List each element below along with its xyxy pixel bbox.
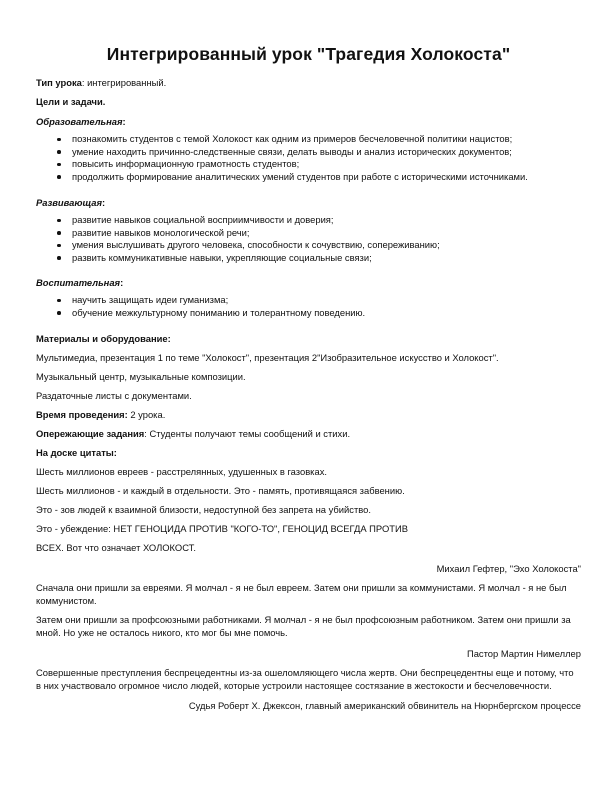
bullet-icon [57,163,61,167]
quote-paragraph: Сначала они пришли за евреями. Я молчал - я не был евреем. Затем они пришли за коммунистами. Я молчал - я не был коммунистом. [36,582,567,606]
developing-heading-text: Развивающая [36,197,103,208]
list-item [36,307,581,320]
board-heading: На доске цитаты: [36,447,117,458]
page-title: Интегрированный урок "Трагедия Холокоста" [106,44,511,64]
list-item-text: развитие навыков монологической речи; [72,226,250,238]
materials-line: Мультимедиа, презентация 1 по теме "Холокост", презентация 2"Изобразительное искусство и Холокост". [36,352,499,363]
bullet-icon [57,231,61,235]
bullet-icon [57,256,61,260]
developing-heading [36,196,581,209]
developing-heading-colon: : [102,197,106,208]
quote-line: Шесть миллионов евреев - расстрелянных, удушенных в газовках. [36,466,327,477]
list-item [36,158,581,171]
bullet-icon [57,311,61,315]
advance-task-label: Опережающие задания [36,428,145,439]
lesson-type [36,76,581,89]
lesson-type-value: : интегрированный. [81,77,167,88]
educational-heading-colon: : [122,116,126,127]
educational-heading [36,115,581,128]
quote-author: Михаил Гефтер, "Эхо Холокоста" [436,563,581,574]
list-item-text: повысить информационную грамотность студентов; [72,158,300,169]
duration [36,408,581,421]
duration-label: Время проведения: [36,409,128,420]
list-item-text: умение находить причинно-следственные связи, делать выводы и анализ исторических документов; [72,145,512,157]
list-item-text: обучение межкультурному пониманию и толерантному поведению. [72,306,366,318]
quote-line: ВСЕХ. Вот что означает ХОЛОКОСТ. [36,542,196,553]
materials-line: Музыкальный центр, музыкальные композиции. [36,371,246,382]
materials-heading: Материалы и оборудование: [36,333,171,344]
upbringing-heading-text: Воспитательная [36,277,121,288]
educational-heading-text: Образовательная [36,116,123,127]
developing-list [36,214,581,264]
lesson-type-label: Тип урока [36,77,82,88]
quote-line: Шесть миллионов - и каждый в отдельности. Это - память, противящаяся забвению. [36,485,405,496]
quote-author: Судья Роберт Х. Джексон, главный американский обвинитель на Нюрнбергском процессе [188,700,581,711]
list-item [36,252,581,265]
duration-value: 2 урока. [127,409,166,420]
quote-paragraph: Затем они пришли за профсоюзными работниками. Я молчал - я не был профсоюзным работником. Затем они пришли за мной. Но уже не осталось никого, кто мог бы мне помочь. [36,614,571,638]
list-item [36,133,581,146]
advance-task [36,427,581,440]
quote-paragraph: Совершенные преступления беспрецедентны из-за ошеломляющего числа жертв. Они беспрецедентны еще и потому, что в них участвовало огромное число людей, которые устроили настоящее состязание в жестокости и бесчеловечности. [36,667,574,691]
document-page [36,44,581,712]
bullet-icon [57,244,61,248]
list-item-text: научить защищать идеи гуманизма; [72,294,229,305]
list-item-text: развитие навыков социальной восприимчивости и доверия; [72,214,334,225]
list-item-text: продолжить формирование аналитических умений студентов при работе с историческими источниками. [72,170,528,182]
bullet-icon [57,138,61,142]
advance-task-value: : Студенты получают темы сообщений и стихи. [144,428,351,439]
bullet-icon [57,175,61,179]
list-item-text: развить коммуникативные навыки, укрепляющие социальные связи; [72,251,372,263]
quote-line: Это - убеждение: НЕТ ГЕНОЦИДА ПРОТИВ "КОГО-ТО", ГЕНОЦИД ВСЕГДА ПРОТИВ [36,523,408,534]
bullet-icon [57,150,61,154]
list-item [36,294,581,307]
upbringing-heading [36,276,581,289]
list-item-text: умения выслушивать другого человека, способности к сочувствию, сопереживанию; [72,239,440,250]
list-item [36,227,581,240]
bullet-icon [57,219,61,223]
materials-line: Раздаточные листы с документами. [36,390,192,401]
bullet-icon [57,299,61,303]
quote-author: Пастор Мартин Нимеллер [466,648,581,659]
upbringing-heading-colon: : [120,277,124,288]
quote-line: Это - зов людей к взаимной близости, недоступной без запрета на убийство. [36,504,371,515]
list-item [36,214,581,227]
list-item [36,171,581,184]
list-item [36,239,581,252]
goals-heading: Цели и задачи. [36,96,106,107]
educational-list [36,133,581,183]
upbringing-list [36,294,581,319]
list-item [36,146,581,159]
list-item-text: познакомить студентов с темой Холокост как одним из примеров бесчеловечной политики нацистов; [72,133,513,144]
